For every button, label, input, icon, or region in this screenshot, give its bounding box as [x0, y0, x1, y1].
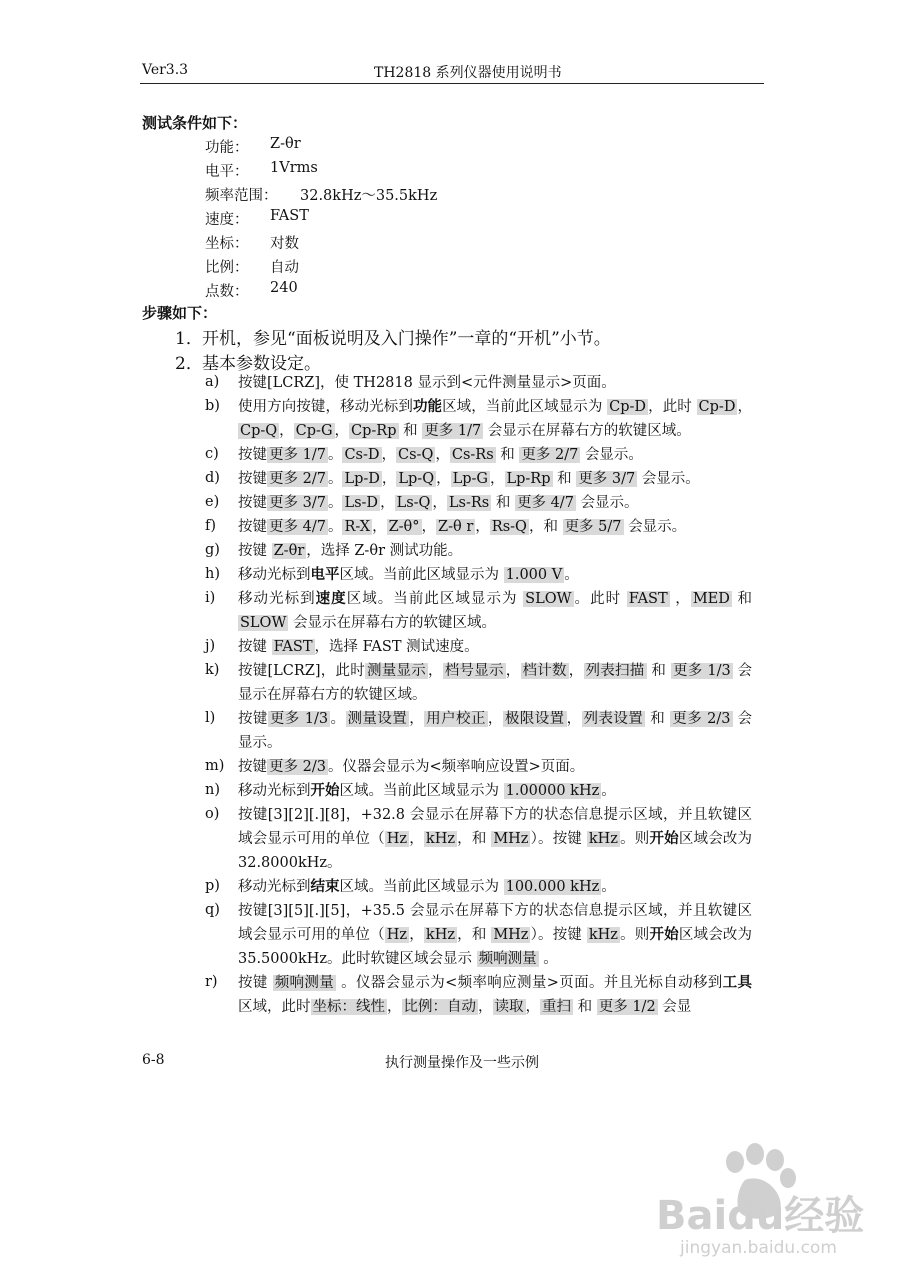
- softkey-label: Cs-Rs: [451, 447, 494, 463]
- watermark-brand: Baidu经验: [656, 1193, 865, 1239]
- item-label: c): [205, 446, 219, 462]
- softkey-label: MHz: [493, 831, 529, 847]
- item-text: 按键[3][5][.][5]，+35.5 会显示在屏幕下方的状态信息提示区域，并且软键区域会显示可用的单位（ Hz ， kHz ，和 MHz ）。按键 kHz 。则开始区域会改为 35.5000kHz。此时软键区域会显示 频响测量 。: [238, 903, 753, 967]
- step-text: 基本参数设定。: [202, 354, 321, 374]
- item-text: 按键 更多 2/3 。仪器会显示为<频率响应设置>页面。: [238, 759, 585, 775]
- footer-page-number: 6-8: [142, 1052, 165, 1068]
- item-label: m): [205, 758, 225, 774]
- field-name: 速度: [315, 590, 347, 607]
- item-text: 移动光标到开始区域。当前此区域显示为 1.00000 kHz 。: [238, 782, 616, 799]
- softkey-label: Lp-G: [452, 471, 488, 487]
- field-value: 1.00000 kHz: [505, 783, 600, 799]
- softkey-label: 更多 2/7: [269, 471, 326, 487]
- item-label: q): [205, 902, 220, 918]
- item-label: r): [205, 974, 218, 990]
- item-text: 移动光标到速度区域。当前此区域显示为 SLOW 。此时 FAST ， MED 和 SLOW 会显示在屏幕右方的软键区域。: [238, 590, 753, 631]
- softkey-label: 更多 1/7: [269, 447, 326, 463]
- condition-value: 对数: [270, 236, 299, 252]
- footer-title: 执行测量操作及一些示例: [385, 1055, 539, 1071]
- softkey-label: Ls-D: [344, 495, 379, 511]
- field-value: 100.000 kHz: [505, 879, 600, 895]
- softkey-label: 更多 2/7: [521, 447, 579, 463]
- field-name: 功能: [412, 398, 443, 415]
- field-value: 1.000 V: [505, 567, 563, 583]
- softkey-label: 更多 2/3: [672, 711, 731, 727]
- softkey-label: 列表扫描: [585, 663, 645, 679]
- softkey-label: Ls-Rs: [448, 495, 490, 511]
- softkey-label: 更多 1/3: [269, 711, 329, 727]
- header-title: TH2818 系列仪器使用说明书: [374, 65, 562, 81]
- softkey-label: Cp-Rp: [351, 423, 397, 439]
- field-name: 工具: [722, 974, 753, 991]
- softkey-label: MED: [692, 591, 730, 607]
- softkey-label: 测量显示: [367, 663, 427, 679]
- condition-value: 240: [270, 280, 298, 296]
- softkey-label: 更多 3/7: [269, 495, 326, 511]
- softkey-label: kHz: [425, 831, 455, 847]
- softkey-label: kHz: [588, 927, 618, 943]
- condition-value: Z-θr: [270, 136, 301, 152]
- item-label: o): [205, 806, 220, 822]
- item-text: 按键 FAST ，选择 FAST 测试速度。: [238, 639, 479, 655]
- field-name: 开始: [649, 830, 679, 847]
- softkey-label: 极限设置: [504, 711, 565, 727]
- softkey-label: Cs-D: [344, 447, 380, 463]
- softkey-label: kHz: [588, 831, 618, 847]
- item-text: 按键 更多 1/3 。 测量设置 ， 用户校正 ， 极限设置 ， 列表设置 和 更多 2/3 会显示。: [238, 711, 753, 751]
- softkey-label: 列表设置: [583, 711, 644, 727]
- softkey-label: 更多 4/7: [269, 519, 326, 535]
- softkey-label: Cp-G: [295, 423, 333, 439]
- softkey-label: 更多 1/7: [424, 423, 482, 439]
- softkey-label: 更多 1/3: [673, 663, 731, 679]
- softkey-label: 用户校正: [426, 711, 486, 727]
- field-name: 结束: [310, 878, 340, 895]
- softkey-label: Lp-Q: [398, 471, 435, 487]
- softkey-label: 读取: [494, 999, 524, 1015]
- softkey-label: 更多 4/7: [516, 495, 574, 511]
- item-label: p): [205, 878, 220, 894]
- softkey-label: 测量设置: [347, 711, 408, 727]
- condition-label: 坐标：: [205, 236, 249, 252]
- condition-label: 频率范围：: [205, 188, 278, 204]
- step-number: 1．: [175, 329, 203, 349]
- condition-label: 点数：: [205, 284, 249, 300]
- softkey-label: 档计数: [522, 663, 567, 679]
- item-text: 按键 更多 4/7 。 R-X ， Z-θ° ， Z-θ r ， Rs-Q ，和 更多 5/7 会显示。: [238, 519, 687, 535]
- steps-heading: 步骤如下：: [142, 304, 218, 322]
- softkey-label: R-X: [344, 519, 371, 535]
- condition-row: [205, 136, 249, 157]
- softkey-label: 更多 1/2: [598, 999, 656, 1015]
- softkey-label: 频响测量: [478, 951, 537, 967]
- item-text: 按键 更多 3/7 。 Ls-D ， Ls-Q ， Ls-Rs 和 更多 4/7 会显示。: [238, 495, 639, 511]
- softkey-label: 频响测量: [274, 975, 335, 991]
- condition-label: 比例：: [205, 260, 249, 276]
- field-name: 电平: [310, 566, 340, 583]
- condition-label: 电平：: [205, 164, 249, 180]
- conditions-heading: 测试条件如下：: [142, 114, 248, 132]
- softkey-label: FAST: [273, 639, 313, 655]
- softkey-label: 比例：自动: [403, 999, 476, 1015]
- softkey-label: 更多 2/3: [269, 759, 326, 775]
- softkey-label: 档号显示: [444, 663, 504, 679]
- softkey-label: kHz: [425, 927, 455, 943]
- item-label: j): [205, 638, 216, 654]
- item-label: d): [205, 470, 220, 486]
- softkey-label: Cs-Q: [398, 447, 434, 463]
- watermark-url: jingyan.baidu.com: [680, 1238, 837, 1258]
- item-label: e): [205, 494, 220, 510]
- softkey-label: Lp-Rp: [506, 471, 551, 487]
- item-text: 按键 更多 2/7 。 Lp-D ， Lp-Q ， Lp-G ， Lp-Rp 和 更多 3/7 会显示。: [238, 471, 700, 487]
- item-text: 移动光标到电平区域。当前此区域显示为 1.000 V 。: [238, 566, 579, 583]
- item-text: 移动光标到结束区域。当前此区域显示为 100.000 kHz 。: [238, 878, 616, 895]
- condition-value: 自动: [270, 260, 299, 276]
- softkey-label: Z-θ r: [438, 519, 474, 535]
- item-text: 按键[LCRZ]，此时 测量显示 ， 档号显示 ， 档计数 ， 列表扫描 和 更多 1/3 会显示在屏幕右方的软键区域。: [238, 663, 753, 703]
- condition-value: 1Vrms: [270, 160, 318, 176]
- field-name: 开始: [649, 926, 679, 943]
- item-text: 使用方向按键，移动光标到功能区域，当前此区域显示为 Cp-D ，此时 Cp-D ，Cp-Q ， Cp-G ， Cp-Rp 和 更多 1/7 会显示在屏幕右方的软键区域。: [238, 398, 753, 439]
- softkey-label: 坐标：线性: [312, 999, 385, 1015]
- softkey-label: FAST: [628, 591, 668, 607]
- header-version: Ver3.3: [142, 62, 189, 78]
- item-label: k): [205, 662, 220, 678]
- softkey-label: SLOW: [240, 615, 287, 631]
- item-label: g): [205, 542, 220, 558]
- softkey-label: 重扫: [542, 999, 571, 1015]
- item-label: a): [205, 374, 220, 390]
- header-rule: [140, 83, 764, 84]
- item-label: h): [205, 566, 220, 582]
- softkey-label: 更多 3/7: [578, 471, 636, 487]
- condition-label: 功能：: [205, 140, 249, 156]
- softkey-label: Lp-D: [344, 471, 380, 487]
- softkey-label: 更多 5/7: [564, 519, 622, 535]
- softkey-label: Z-θ°: [388, 519, 420, 535]
- softkey-label: Hz: [386, 831, 408, 847]
- softkey-label: Z-θr: [273, 543, 305, 559]
- item-text: 按键 更多 1/7 。 Cs-D ， Cs-Q ， Cs-Rs 和 更多 2/7 会显示。: [238, 447, 643, 463]
- item-label: b): [205, 398, 220, 414]
- softkey-label: MHz: [493, 927, 529, 943]
- baidu-watermark: [640, 1140, 890, 1270]
- softkey-label: Hz: [386, 927, 408, 943]
- condition-value: FAST: [270, 208, 309, 224]
- step-number: 2．: [175, 354, 203, 374]
- field-value: SLOW: [525, 591, 572, 607]
- step-text: 开机，参见“面板说明及入门操作”一章的“开机”小节。: [202, 329, 611, 349]
- softkey-label: Cp-D: [698, 399, 736, 415]
- item-text: 按键[3][2][.][8]，+32.8 会显示在屏幕下方的状态信息提示区域，并且软键区域会显示可用的单位（ Hz ， kHz ，和 MHz ）。按键 kHz 。则开始区域会改为 32.8000kHz。: [238, 807, 753, 871]
- item-text: 按键 Z-θr ，选择 Z-θr 测试功能。: [238, 543, 463, 559]
- softkey-label: Cp-D: [609, 399, 647, 415]
- item-text: 按键 频响测量 。仪器会显示为<频率响应测量>页面。并且光标自动移到工具区域，此时 坐标：线性 ， 比例：自动 ， 读取 ， 重扫 和 更多 1/2 会显: [238, 974, 753, 1015]
- item-label: i): [205, 590, 216, 606]
- item-label: f): [205, 518, 217, 534]
- condition-value: 32.8kHz～35.5kHz: [300, 188, 438, 204]
- item-label: n): [205, 782, 220, 798]
- softkey-label: Rs-Q: [491, 519, 527, 535]
- field-name: 开始: [310, 782, 340, 799]
- softkey-label: Cp-Q: [240, 423, 278, 439]
- item-label: l): [205, 710, 216, 726]
- item-text: 按键[LCRZ]，使 TH2818 显示到<元件测量显示>页面。: [238, 375, 616, 391]
- softkey-label: Ls-Q: [396, 495, 431, 511]
- condition-label: 速度：: [205, 212, 249, 228]
